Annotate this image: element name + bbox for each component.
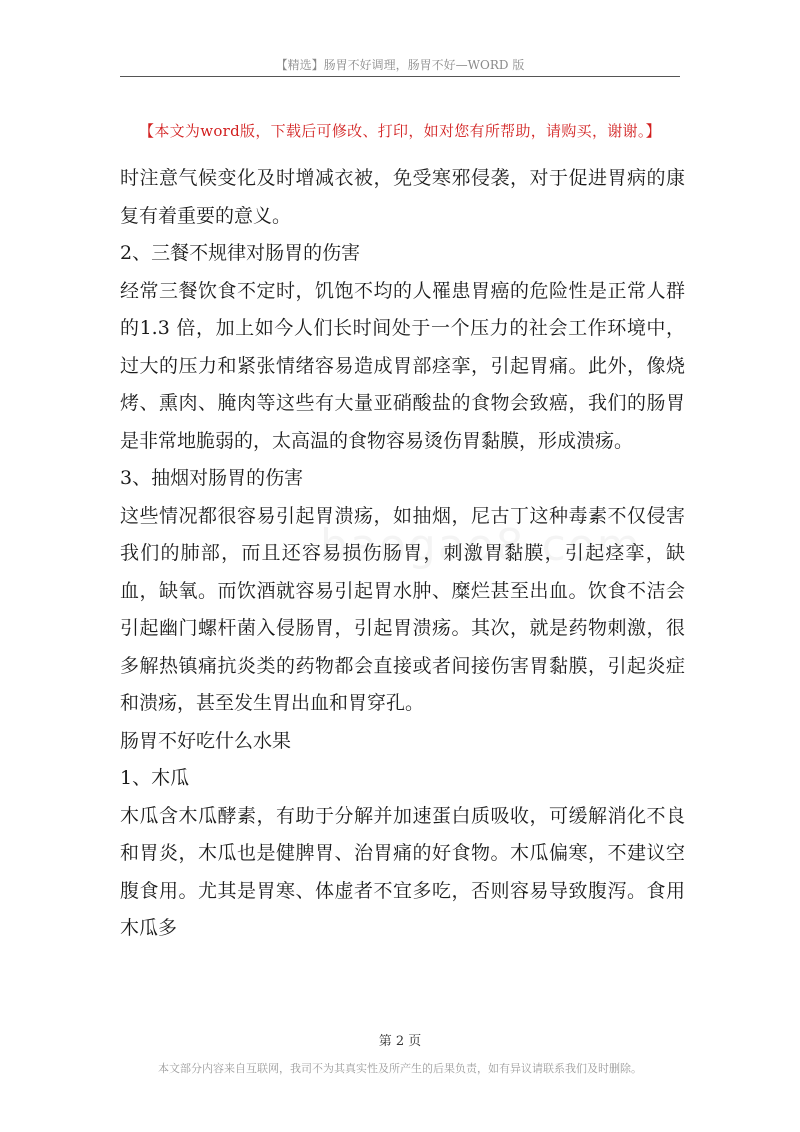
paragraph-papaya: 木瓜含木瓜酵素，有助于分解并加速蛋白质吸收，可缓解消化不良和胃炎，木瓜也是健脾胃、治胃痛的好食物。木瓜偏寒，不建议空腹食用。尤其是胃寒、体虚者不宜多吃，否则容易导致腹泻。食用木瓜多 — [120, 804, 685, 939]
subheading-papaya: 1、木瓜 — [120, 767, 190, 789]
paragraph-smoking: 这些情况都很容易引起胃溃疡，如抽烟，尼古丁这种毒素不仅侵害我们的肺部，而且还容易损伤肠胃，刺激胃黏膜，引起痉挛，缺血，缺氧。而饮酒就容易引起胃水肿、糜烂甚至出血。饮食不洁会引起幽门螺杆菌入侵肠胃，引起胃溃疡。其次，就是药物刺激，很多解热镇痛抗炎类的药物都会直接或者间接伤害胃黏膜，引起炎症和溃疡，甚至发生胃出血和胃穿孔。 — [120, 504, 685, 714]
section-heading-smoking: 3、抽烟对肠胃的伤害 — [120, 467, 304, 489]
download-notice: 【本文为word版，下载后可修改、打印，如对您有所帮助，请购买，谢谢。】 — [139, 122, 661, 140]
page-header: 【精选】肠胃不好调理，肠胃不好—WORD 版 — [275, 58, 525, 72]
page-number: 第 2 页 — [378, 1034, 422, 1049]
paragraph-continuation: 时注意气候变化及时增减衣被，免受寒邪侵袭，对于促进胃病的康复有着重要的意义。 — [120, 167, 685, 227]
header-divider — [120, 76, 680, 77]
section-heading-fruits: 肠胃不好吃什么水果 — [120, 729, 292, 752]
disclaimer-note: 本文部分内容来自互联网，我司不为其真实性及所产生的后果负责，如有异议请联系我们及时删除。 — [158, 1062, 642, 1075]
document-body — [120, 160, 685, 948]
section-heading-irregular-meals: 2、三餐不规律对肠胃的伤害 — [120, 242, 361, 264]
paragraph-irregular-meals: 经常三餐饮食不定时，饥饱不均的人罹患胃癌的危险性是正常人群的1.3 倍，加上如今人们长时间处于一个压力的社会工作环境中，过大的压力和紧张情绪容易造成胃部痉挛，引起胃痛。此外，像烧烤、熏肉、腌肉等这些有大量亚硝酸盐的食物会致癌，我们的肠胃是非常地脆弱的，太高温的食物容易烫伤胃黏膜，形成溃疡。 — [120, 279, 685, 452]
